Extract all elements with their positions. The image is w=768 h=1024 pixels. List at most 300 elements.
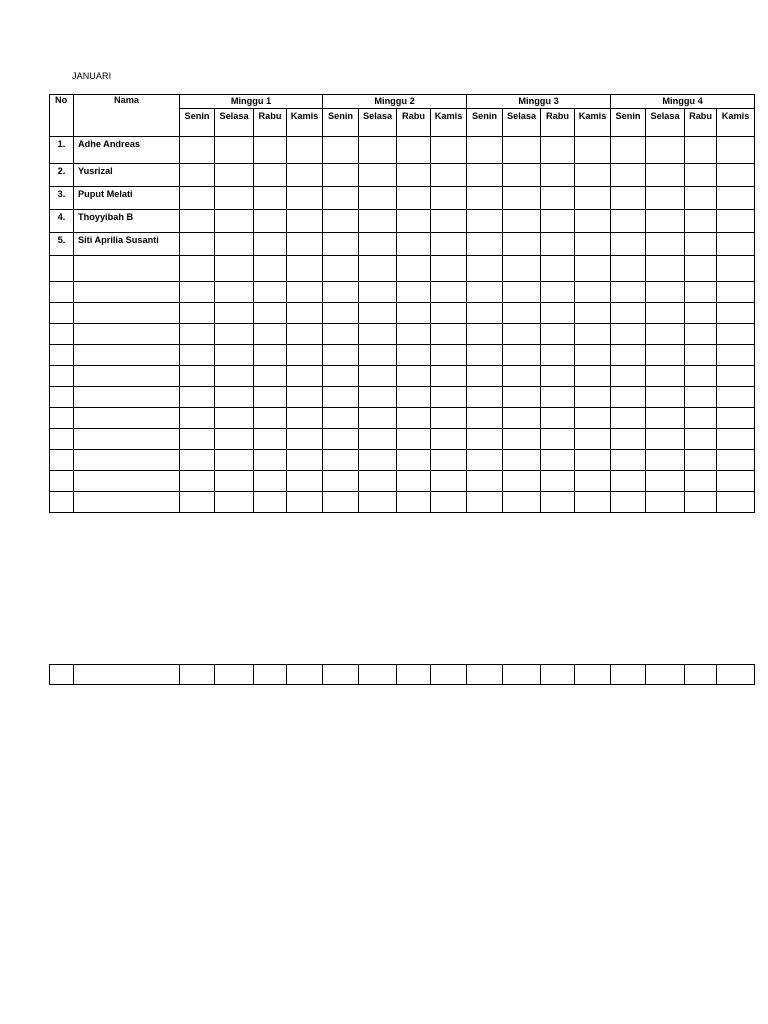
attendance-cell[interactable] (717, 210, 755, 233)
attendance-cell[interactable] (431, 429, 467, 450)
attendance-cell[interactable] (215, 450, 254, 471)
attendance-cell[interactable] (717, 324, 755, 345)
attendance-cell[interactable] (287, 450, 323, 471)
empty-cell[interactable] (74, 282, 180, 303)
attendance-cell[interactable] (287, 233, 323, 256)
attendance-cell[interactable] (323, 450, 359, 471)
attendance-cell[interactable] (611, 137, 646, 164)
empty-cell[interactable] (180, 665, 215, 685)
attendance-cell[interactable] (685, 282, 717, 303)
attendance-cell[interactable] (575, 303, 611, 324)
attendance-cell[interactable] (575, 233, 611, 256)
empty-cell[interactable] (74, 256, 180, 282)
attendance-cell[interactable] (685, 366, 717, 387)
empty-cell[interactable] (50, 665, 74, 685)
attendance-cell[interactable] (717, 471, 755, 492)
empty-cell[interactable] (685, 665, 717, 685)
attendance-cell[interactable] (323, 282, 359, 303)
attendance-cell[interactable] (180, 345, 215, 366)
attendance-cell[interactable] (397, 345, 431, 366)
attendance-cell[interactable] (287, 256, 323, 282)
attendance-cell[interactable] (575, 366, 611, 387)
attendance-cell[interactable] (541, 429, 575, 450)
attendance-cell[interactable] (254, 345, 287, 366)
attendance-cell[interactable] (359, 345, 397, 366)
attendance-cell[interactable] (359, 492, 397, 513)
attendance-cell[interactable] (717, 429, 755, 450)
attendance-cell[interactable] (575, 282, 611, 303)
attendance-cell[interactable] (287, 429, 323, 450)
attendance-cell[interactable] (503, 256, 541, 282)
attendance-cell[interactable] (215, 471, 254, 492)
empty-cell[interactable] (50, 303, 74, 324)
attendance-cell[interactable] (575, 210, 611, 233)
attendance-cell[interactable] (541, 303, 575, 324)
attendance-cell[interactable] (180, 366, 215, 387)
attendance-cell[interactable] (254, 256, 287, 282)
attendance-cell[interactable] (611, 282, 646, 303)
attendance-cell[interactable] (646, 450, 685, 471)
attendance-cell[interactable] (215, 492, 254, 513)
attendance-cell[interactable] (717, 233, 755, 256)
attendance-cell[interactable] (646, 429, 685, 450)
attendance-cell[interactable] (180, 137, 215, 164)
empty-cell[interactable] (50, 366, 74, 387)
attendance-cell[interactable] (359, 256, 397, 282)
attendance-cell[interactable] (717, 345, 755, 366)
attendance-cell[interactable] (287, 324, 323, 345)
attendance-cell[interactable] (575, 429, 611, 450)
attendance-cell[interactable] (467, 345, 503, 366)
attendance-cell[interactable] (685, 187, 717, 210)
attendance-cell[interactable] (611, 324, 646, 345)
attendance-cell[interactable] (431, 324, 467, 345)
attendance-cell[interactable] (467, 210, 503, 233)
attendance-cell[interactable] (254, 492, 287, 513)
attendance-cell[interactable] (359, 387, 397, 408)
attendance-cell[interactable] (717, 137, 755, 164)
attendance-cell[interactable] (685, 408, 717, 429)
attendance-cell[interactable] (611, 256, 646, 282)
attendance-cell[interactable] (359, 137, 397, 164)
attendance-cell[interactable] (575, 345, 611, 366)
attendance-cell[interactable] (254, 471, 287, 492)
attendance-cell[interactable] (359, 210, 397, 233)
attendance-cell[interactable] (254, 210, 287, 233)
attendance-cell[interactable] (717, 492, 755, 513)
attendance-cell[interactable] (359, 282, 397, 303)
attendance-cell[interactable] (323, 345, 359, 366)
attendance-cell[interactable] (717, 282, 755, 303)
attendance-cell[interactable] (611, 366, 646, 387)
empty-cell[interactable] (646, 665, 685, 685)
attendance-cell[interactable] (431, 282, 467, 303)
attendance-cell[interactable] (611, 303, 646, 324)
attendance-cell[interactable] (215, 345, 254, 366)
attendance-cell[interactable] (467, 429, 503, 450)
empty-cell[interactable] (74, 408, 180, 429)
attendance-cell[interactable] (254, 429, 287, 450)
attendance-cell[interactable] (397, 408, 431, 429)
empty-cell[interactable] (215, 665, 254, 685)
attendance-cell[interactable] (215, 366, 254, 387)
attendance-cell[interactable] (467, 164, 503, 187)
attendance-cell[interactable] (287, 210, 323, 233)
attendance-cell[interactable] (180, 387, 215, 408)
attendance-cell[interactable] (503, 164, 541, 187)
attendance-cell[interactable] (541, 324, 575, 345)
attendance-cell[interactable] (397, 387, 431, 408)
attendance-cell[interactable] (323, 387, 359, 408)
attendance-cell[interactable] (646, 471, 685, 492)
attendance-cell[interactable] (359, 471, 397, 492)
attendance-cell[interactable] (575, 387, 611, 408)
attendance-cell[interactable] (287, 303, 323, 324)
attendance-cell[interactable] (717, 164, 755, 187)
attendance-cell[interactable] (541, 387, 575, 408)
attendance-cell[interactable] (541, 187, 575, 210)
attendance-cell[interactable] (397, 210, 431, 233)
attendance-cell[interactable] (467, 366, 503, 387)
attendance-cell[interactable] (359, 450, 397, 471)
attendance-cell[interactable] (323, 324, 359, 345)
attendance-cell[interactable] (611, 233, 646, 256)
attendance-cell[interactable] (254, 387, 287, 408)
attendance-cell[interactable] (685, 256, 717, 282)
attendance-cell[interactable] (503, 450, 541, 471)
attendance-cell[interactable] (180, 282, 215, 303)
attendance-cell[interactable] (359, 324, 397, 345)
attendance-cell[interactable] (397, 450, 431, 471)
attendance-cell[interactable] (646, 137, 685, 164)
attendance-cell[interactable] (503, 324, 541, 345)
attendance-cell[interactable] (575, 164, 611, 187)
empty-cell[interactable] (50, 345, 74, 366)
attendance-cell[interactable] (685, 471, 717, 492)
attendance-cell[interactable] (717, 303, 755, 324)
attendance-cell[interactable] (541, 256, 575, 282)
attendance-cell[interactable] (575, 256, 611, 282)
attendance-cell[interactable] (646, 187, 685, 210)
attendance-cell[interactable] (467, 256, 503, 282)
attendance-cell[interactable] (323, 408, 359, 429)
attendance-cell[interactable] (215, 387, 254, 408)
attendance-cell[interactable] (359, 187, 397, 210)
attendance-cell[interactable] (215, 429, 254, 450)
attendance-cell[interactable] (323, 471, 359, 492)
attendance-cell[interactable] (180, 233, 215, 256)
attendance-cell[interactable] (180, 303, 215, 324)
attendance-cell[interactable] (685, 210, 717, 233)
attendance-cell[interactable] (323, 210, 359, 233)
empty-cell[interactable] (287, 665, 323, 685)
attendance-cell[interactable] (685, 164, 717, 187)
empty-cell[interactable] (50, 492, 74, 513)
attendance-cell[interactable] (685, 233, 717, 256)
attendance-cell[interactable] (215, 137, 254, 164)
attendance-cell[interactable] (611, 164, 646, 187)
attendance-cell[interactable] (541, 137, 575, 164)
attendance-cell[interactable] (685, 387, 717, 408)
attendance-cell[interactable] (685, 137, 717, 164)
attendance-cell[interactable] (575, 408, 611, 429)
attendance-cell[interactable] (287, 345, 323, 366)
attendance-cell[interactable] (431, 164, 467, 187)
attendance-cell[interactable] (215, 233, 254, 256)
attendance-cell[interactable] (397, 324, 431, 345)
attendance-cell[interactable] (467, 471, 503, 492)
empty-cell[interactable] (74, 665, 180, 685)
attendance-cell[interactable] (431, 387, 467, 408)
attendance-cell[interactable] (397, 282, 431, 303)
attendance-cell[interactable] (254, 450, 287, 471)
attendance-cell[interactable] (287, 387, 323, 408)
attendance-cell[interactable] (503, 210, 541, 233)
attendance-cell[interactable] (717, 450, 755, 471)
attendance-cell[interactable] (287, 164, 323, 187)
attendance-cell[interactable] (467, 492, 503, 513)
empty-cell[interactable] (359, 665, 397, 685)
attendance-cell[interactable] (287, 366, 323, 387)
attendance-cell[interactable] (685, 303, 717, 324)
attendance-cell[interactable] (646, 345, 685, 366)
empty-cell[interactable] (50, 387, 74, 408)
attendance-cell[interactable] (180, 256, 215, 282)
attendance-cell[interactable] (323, 137, 359, 164)
attendance-cell[interactable] (575, 324, 611, 345)
attendance-cell[interactable] (323, 187, 359, 210)
empty-cell[interactable] (74, 492, 180, 513)
attendance-cell[interactable] (180, 492, 215, 513)
attendance-cell[interactable] (646, 282, 685, 303)
attendance-cell[interactable] (431, 303, 467, 324)
attendance-cell[interactable] (287, 492, 323, 513)
attendance-cell[interactable] (397, 164, 431, 187)
attendance-cell[interactable] (359, 233, 397, 256)
attendance-cell[interactable] (503, 408, 541, 429)
attendance-cell[interactable] (323, 164, 359, 187)
attendance-cell[interactable] (611, 210, 646, 233)
attendance-cell[interactable] (646, 408, 685, 429)
empty-cell[interactable] (50, 256, 74, 282)
attendance-cell[interactable] (611, 471, 646, 492)
attendance-cell[interactable] (215, 408, 254, 429)
empty-cell[interactable] (74, 303, 180, 324)
attendance-cell[interactable] (397, 137, 431, 164)
attendance-cell[interactable] (611, 345, 646, 366)
attendance-cell[interactable] (254, 282, 287, 303)
attendance-cell[interactable] (215, 324, 254, 345)
attendance-cell[interactable] (503, 137, 541, 164)
attendance-cell[interactable] (431, 450, 467, 471)
attendance-cell[interactable] (685, 492, 717, 513)
attendance-cell[interactable] (646, 303, 685, 324)
attendance-cell[interactable] (287, 471, 323, 492)
attendance-cell[interactable] (431, 366, 467, 387)
empty-cell[interactable] (74, 471, 180, 492)
attendance-cell[interactable] (611, 429, 646, 450)
attendance-cell[interactable] (215, 164, 254, 187)
attendance-cell[interactable] (323, 429, 359, 450)
attendance-cell[interactable] (685, 345, 717, 366)
attendance-cell[interactable] (685, 429, 717, 450)
attendance-cell[interactable] (541, 164, 575, 187)
attendance-cell[interactable] (431, 345, 467, 366)
empty-cell[interactable] (50, 471, 74, 492)
attendance-cell[interactable] (431, 256, 467, 282)
attendance-cell[interactable] (254, 303, 287, 324)
attendance-cell[interactable] (467, 303, 503, 324)
attendance-cell[interactable] (611, 387, 646, 408)
attendance-cell[interactable] (685, 324, 717, 345)
attendance-cell[interactable] (359, 164, 397, 187)
attendance-cell[interactable] (431, 233, 467, 256)
attendance-cell[interactable] (323, 256, 359, 282)
attendance-cell[interactable] (467, 187, 503, 210)
attendance-cell[interactable] (541, 492, 575, 513)
attendance-cell[interactable] (467, 137, 503, 164)
empty-cell[interactable] (467, 665, 503, 685)
attendance-cell[interactable] (323, 233, 359, 256)
attendance-cell[interactable] (575, 450, 611, 471)
attendance-cell[interactable] (215, 187, 254, 210)
attendance-cell[interactable] (287, 282, 323, 303)
empty-cell[interactable] (397, 665, 431, 685)
attendance-cell[interactable] (717, 187, 755, 210)
attendance-cell[interactable] (611, 408, 646, 429)
attendance-cell[interactable] (467, 233, 503, 256)
attendance-cell[interactable] (575, 187, 611, 210)
attendance-cell[interactable] (180, 187, 215, 210)
attendance-cell[interactable] (254, 408, 287, 429)
attendance-cell[interactable] (254, 164, 287, 187)
attendance-cell[interactable] (503, 387, 541, 408)
attendance-cell[interactable] (254, 187, 287, 210)
attendance-cell[interactable] (397, 429, 431, 450)
attendance-cell[interactable] (611, 450, 646, 471)
attendance-cell[interactable] (646, 233, 685, 256)
attendance-cell[interactable] (180, 210, 215, 233)
attendance-cell[interactable] (180, 324, 215, 345)
empty-cell[interactable] (50, 450, 74, 471)
attendance-cell[interactable] (254, 366, 287, 387)
empty-cell[interactable] (50, 282, 74, 303)
attendance-cell[interactable] (397, 187, 431, 210)
attendance-cell[interactable] (541, 233, 575, 256)
attendance-cell[interactable] (717, 408, 755, 429)
empty-cell[interactable] (431, 665, 467, 685)
attendance-cell[interactable] (215, 256, 254, 282)
attendance-cell[interactable] (431, 492, 467, 513)
attendance-cell[interactable] (467, 387, 503, 408)
attendance-cell[interactable] (323, 492, 359, 513)
attendance-cell[interactable] (397, 256, 431, 282)
attendance-cell[interactable] (397, 471, 431, 492)
attendance-cell[interactable] (467, 450, 503, 471)
attendance-cell[interactable] (503, 492, 541, 513)
attendance-cell[interactable] (685, 450, 717, 471)
attendance-cell[interactable] (646, 164, 685, 187)
attendance-cell[interactable] (323, 303, 359, 324)
attendance-cell[interactable] (541, 345, 575, 366)
attendance-cell[interactable] (575, 137, 611, 164)
attendance-cell[interactable] (575, 492, 611, 513)
attendance-cell[interactable] (359, 408, 397, 429)
empty-cell[interactable] (323, 665, 359, 685)
attendance-cell[interactable] (503, 429, 541, 450)
attendance-cell[interactable] (467, 282, 503, 303)
attendance-cell[interactable] (575, 471, 611, 492)
attendance-cell[interactable] (646, 366, 685, 387)
attendance-cell[interactable] (287, 137, 323, 164)
empty-cell[interactable] (74, 387, 180, 408)
attendance-cell[interactable] (287, 408, 323, 429)
attendance-cell[interactable] (397, 303, 431, 324)
attendance-cell[interactable] (431, 137, 467, 164)
empty-cell[interactable] (74, 429, 180, 450)
attendance-cell[interactable] (397, 492, 431, 513)
attendance-cell[interactable] (180, 164, 215, 187)
empty-cell[interactable] (74, 345, 180, 366)
attendance-cell[interactable] (646, 256, 685, 282)
attendance-cell[interactable] (431, 210, 467, 233)
attendance-cell[interactable] (431, 408, 467, 429)
attendance-cell[interactable] (646, 324, 685, 345)
attendance-cell[interactable] (503, 471, 541, 492)
attendance-cell[interactable] (717, 387, 755, 408)
empty-cell[interactable] (503, 665, 541, 685)
attendance-cell[interactable] (359, 366, 397, 387)
empty-cell[interactable] (541, 665, 575, 685)
empty-cell[interactable] (50, 408, 74, 429)
attendance-cell[interactable] (215, 210, 254, 233)
attendance-cell[interactable] (503, 303, 541, 324)
empty-cell[interactable] (50, 324, 74, 345)
attendance-cell[interactable] (541, 210, 575, 233)
attendance-cell[interactable] (215, 303, 254, 324)
attendance-cell[interactable] (215, 282, 254, 303)
empty-cell[interactable] (74, 324, 180, 345)
attendance-cell[interactable] (503, 187, 541, 210)
attendance-cell[interactable] (646, 387, 685, 408)
attendance-cell[interactable] (431, 471, 467, 492)
attendance-cell[interactable] (503, 345, 541, 366)
attendance-cell[interactable] (717, 256, 755, 282)
attendance-cell[interactable] (541, 282, 575, 303)
attendance-cell[interactable] (503, 233, 541, 256)
empty-cell[interactable] (74, 366, 180, 387)
empty-cell[interactable] (50, 429, 74, 450)
attendance-cell[interactable] (287, 187, 323, 210)
empty-cell[interactable] (254, 665, 287, 685)
attendance-cell[interactable] (611, 187, 646, 210)
attendance-cell[interactable] (397, 233, 431, 256)
empty-cell[interactable] (717, 665, 755, 685)
attendance-cell[interactable] (431, 187, 467, 210)
attendance-cell[interactable] (254, 137, 287, 164)
attendance-cell[interactable] (180, 450, 215, 471)
attendance-cell[interactable] (397, 366, 431, 387)
empty-cell[interactable] (74, 450, 180, 471)
attendance-cell[interactable] (180, 471, 215, 492)
attendance-cell[interactable] (611, 492, 646, 513)
attendance-cell[interactable] (541, 366, 575, 387)
attendance-cell[interactable] (503, 366, 541, 387)
attendance-cell[interactable] (254, 233, 287, 256)
attendance-cell[interactable] (254, 324, 287, 345)
attendance-cell[interactable] (467, 324, 503, 345)
attendance-cell[interactable] (646, 492, 685, 513)
